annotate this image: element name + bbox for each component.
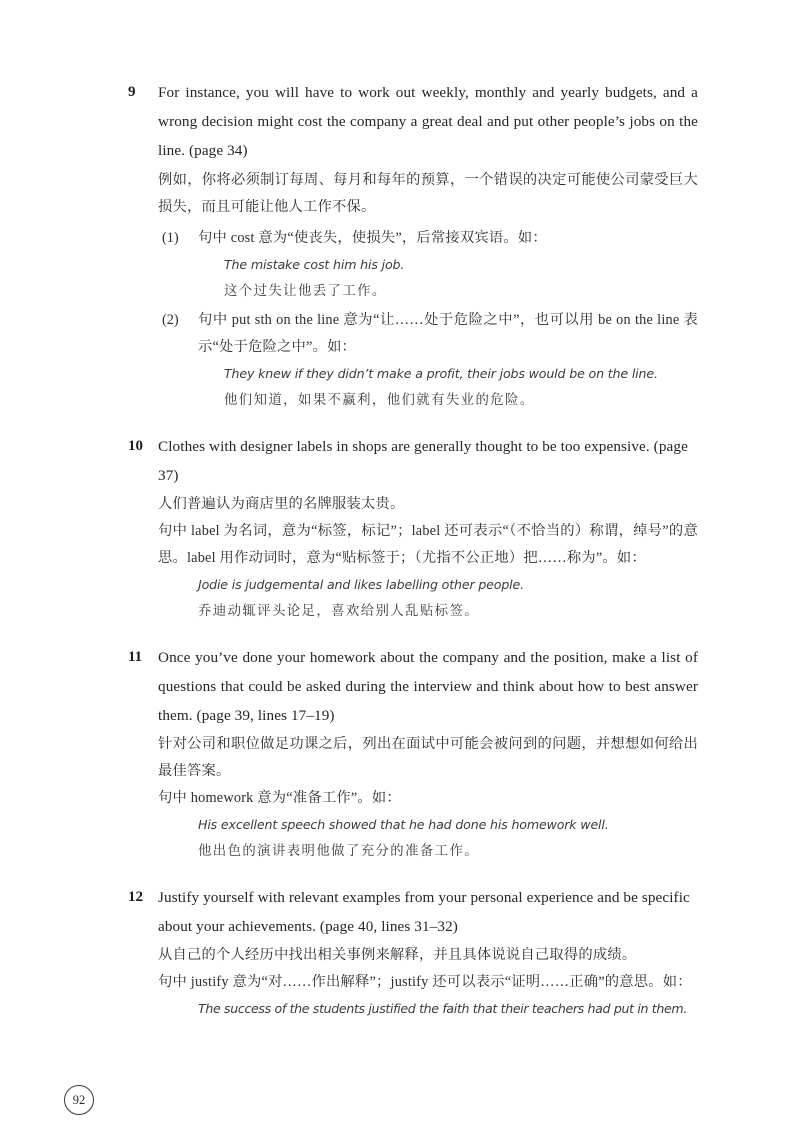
usage-note: 句中 homework 意为“准备工作”。如： [158, 790, 401, 806]
example-english: Jodie is judgemental and likes labelling other people. [198, 577, 524, 592]
chinese-translation: 针对公司和职位做足功课之后，列出在面试中可能会被问到的问题，并想想如何给出最佳答案。 [158, 736, 698, 779]
example-english: His excellent speech showed that he had done his homework well. [198, 817, 609, 832]
example-chinese: 乔迪动辄评头论足，喜欢给别人乱贴标签。 [198, 604, 480, 619]
usage-note: 句中 label 为名词，意为“标签，标记”；label 还可表示“（不恰当的）称谓，绰号”的意思。label 用作动词时，意为“贴标签于；（尤指不公正地）把……称为”。如： [158, 523, 698, 566]
page-number [64, 1085, 94, 1115]
example-block [198, 572, 698, 625]
example-block [198, 812, 698, 865]
entry-9 [128, 78, 698, 414]
page-number-value: 92 [72, 1092, 86, 1107]
subitem-text: 句中 put sth on the line 意为“让……处于危险之中”，也可以用 be on the line 表示“处于危险之中”。如： [198, 312, 698, 355]
entry-number: 11 [128, 649, 143, 665]
subitem-marker: (1) [162, 230, 179, 246]
example-chinese: 他们知道，如果不赢利，他们就有失业的危险。 [224, 393, 535, 408]
english-sentence: For instance, you will have to work out weekly, monthly and yearly budgets, and a wrong decision might cost the company a great deal and put other people’s jobs on the line. (page 34) [158, 84, 698, 159]
entry-11 [128, 643, 698, 865]
english-sentence: Justify yourself with relevant examples from your personal experience and be specific about your achievements. (page 40, lines 31–32) [158, 889, 690, 935]
example-block [198, 996, 698, 1022]
entry-body [158, 432, 698, 625]
entry-body [158, 78, 698, 414]
example-english: They knew if they didn’t make a profit, their jobs would be on the line. [224, 366, 658, 381]
example-english: The success of the students justified the faith that their teachers had put in them. [198, 1001, 687, 1016]
page-content [128, 78, 698, 1038]
example-english: The mistake cost him his job. [224, 257, 405, 272]
subitem-text: 句中 cost 意为“使丧失，使损失”，后常接双宾语。如： [198, 230, 547, 246]
example-chinese: 这个过失让他丢了工作。 [224, 284, 387, 299]
subitem-marker: (2) [162, 312, 179, 328]
entry-number: 12 [128, 889, 143, 905]
example-block [224, 361, 698, 414]
english-sentence: Clothes with designer labels in shops are generally thought to be too expensive. (page 37) [158, 438, 688, 484]
subitem-body [198, 225, 698, 305]
chinese-translation: 从自己的个人经历中找出相关事例来解释，并且具体说说自己取得的成绩。 [158, 947, 637, 963]
subitem-body [198, 307, 698, 414]
subitem-1 [162, 225, 698, 305]
entry-body [158, 883, 698, 1022]
example-block [224, 252, 698, 305]
entry-number: 10 [128, 438, 143, 454]
entry-10 [128, 432, 698, 625]
entry-number: 9 [128, 84, 136, 100]
english-sentence: Once you’ve done your homework about the company and the position, make a list of questions that could be asked during the interview and think about how to best answer them. (page 39, lines 17–19) [158, 649, 698, 724]
entry-body [158, 643, 698, 865]
chinese-translation: 人们普遍认为商店里的名牌服装太贵。 [158, 496, 405, 512]
subitem-2 [162, 307, 698, 414]
usage-note: 句中 justify 意为“对……作出解释”；justify 还可以表示“证明……正确”的意思。如： [158, 974, 692, 990]
entry-12 [128, 883, 698, 1022]
example-chinese: 他出色的演讲表明他做了充分的准备工作。 [198, 844, 480, 859]
chinese-translation: 例如，你将必须制订每周、每月和每年的预算，一个错误的决定可能使公司蒙受巨大损失，而且可能让他人工作不保。 [158, 172, 698, 215]
